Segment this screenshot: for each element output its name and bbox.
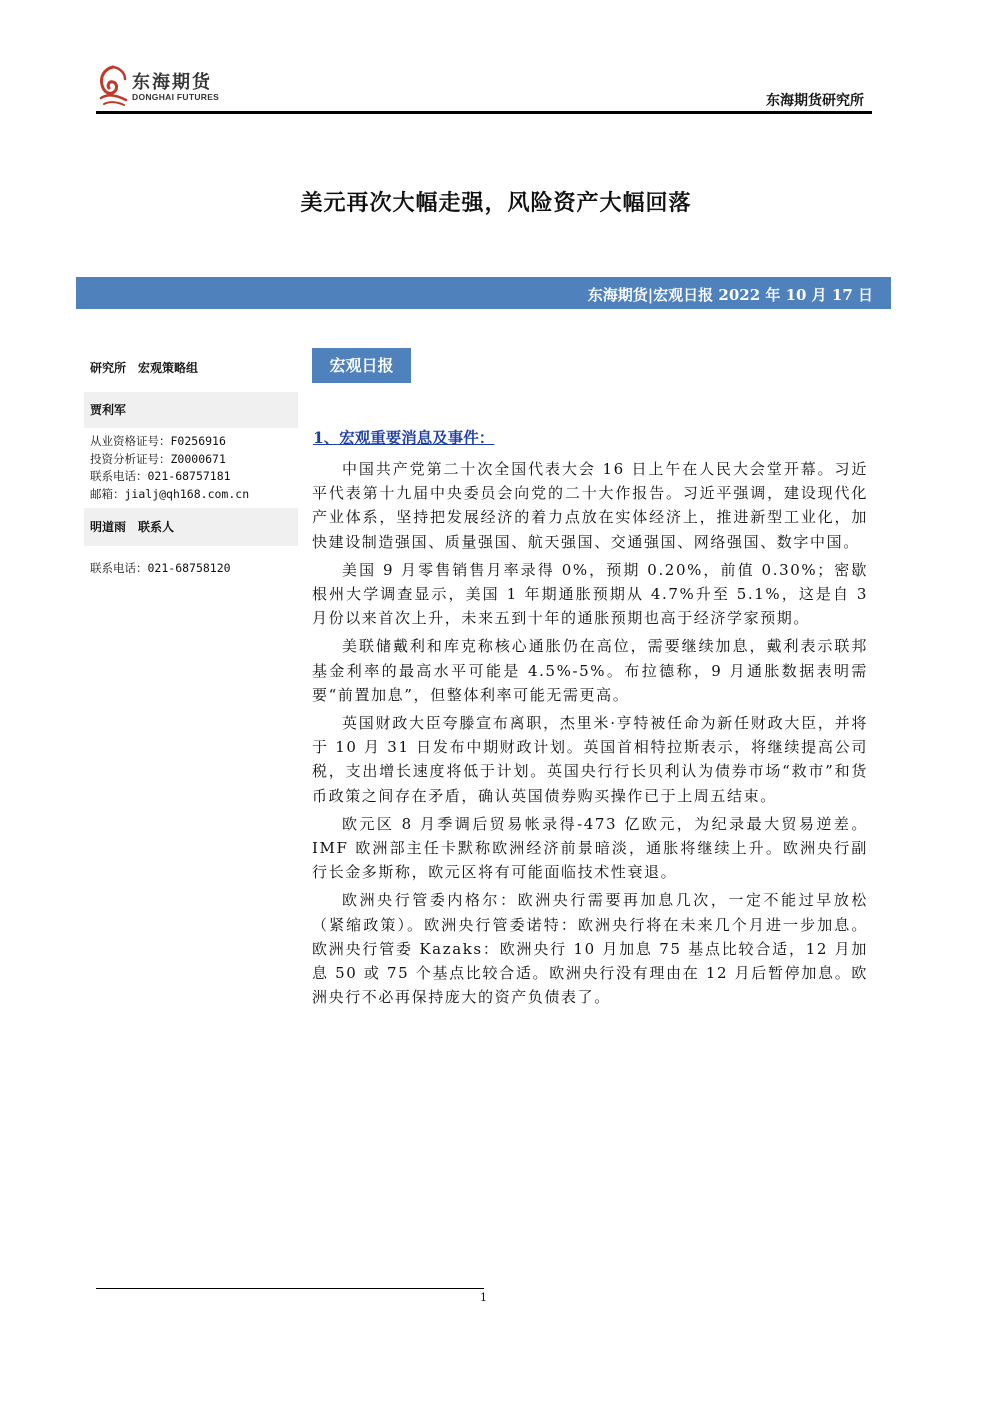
section-tag: 宏观日报 (312, 348, 411, 383)
contact-phone: 联系电话：021-68758120 (90, 561, 231, 575)
logo-chinese-text: 东海期货 (132, 72, 212, 93)
paragraph: 英国财政大臣夸滕宣布离职，杰里米·亨特被任命为新任财政大臣，并将于 10 月 31 日发布中期财政计划。英国首相特拉斯表示，将继续提高公司税，支出增长速度将低于计划。英国央行行长贝利认为债券市场“救市”和货币政策之间存在矛盾，确认英国债券购买操作已于上周五结束。 (312, 714, 868, 805)
paragraph: 美国 9 月零售销售月率录得 0%，预期 0.20%，前值 0.30%；密歇根州大学调查显示，美国 1 年期通胀预期从 4.7%升至 5.1%，这是自 3 月份以来首次上升，未来五到十年的通胀预期也高于经济学家预期。 (312, 560, 868, 628)
report-banner (76, 277, 891, 309)
company-logo (96, 64, 236, 110)
analyst-name: 贾利军 (90, 403, 127, 417)
footer-rule (96, 1288, 484, 1289)
analyst-phone: 联系电话：021-68757181 (90, 469, 231, 483)
author-sidebar (84, 350, 298, 578)
paragraph: 欧洲央行管委内格尔：欧洲央行需要再加息几次，一定不能过早放松（紧缩政策）。欧洲央行管委诺特：欧洲央行将在未来几个月进一步加息。欧洲央行管委 Kazaks：欧洲央行 10 月加息 75 基点比较合适，12 月加息 50 或 75 个基点比较合适。欧洲央行没有理由在 12 月后暂停加息。欧洲央行不必再保持庞大的资产负债表了。 (312, 891, 868, 1007)
report-body (312, 457, 868, 1013)
analyst-license-qualification: 从业资格证号：F0256916 (90, 434, 226, 448)
institute-name: 东海期货研究所 (766, 93, 864, 109)
analyst-details (84, 428, 298, 508)
paragraph: 欧元区 8 月季调后贸易帐录得-473 亿欧元，为纪录最大贸易逆差。IMF 欧洲部主任卡默称欧洲经济前景暗淡，通胀将继续上升。欧洲央行副行长金多斯称，欧元区将有可能面临技术性衰退。 (312, 814, 868, 882)
banner-text: 东海期货|宏观日报 2022 年 10 月 17 日 (587, 286, 873, 304)
research-group-label: 研究所 宏观策略组 (90, 361, 199, 375)
contact-details (84, 546, 298, 578)
contact-name: 明道雨 联系人 (90, 520, 175, 534)
dragon-logo-icon (96, 64, 130, 108)
contact-name-row (84, 508, 298, 546)
paragraph: 美联储戴利和库克称核心通胀仍在高位，需要继续加息，戴利表示联邦基金利率的最高水平可能是 4.5%-5%。布拉德称，9 月通胀数据表明需要“前置加息”，但整体利率可能无需更高。 (312, 637, 868, 704)
page-number: 1 (480, 1291, 487, 1304)
analyst-name-row (84, 392, 298, 428)
sidebar-group (84, 350, 298, 386)
header-rule (96, 111, 872, 114)
logo-english-text: DONGHAI FUTURES (132, 92, 220, 102)
analyst-license-investment: 投资分析证号：Z0000671 (90, 451, 226, 466)
paragraph: 中国共产党第二十次全国代表大会 16 日上午在人民大会堂开幕。习近平代表第十九届中央委员会向党的二十大作报告。习近平强调，建设现代化产业体系，坚持把发展经济的着力点放在实体经济上，推进新型工业化，加快建设制造强国、质量强国、航天强国、交通强国、网络强国、数字中国。 (312, 460, 868, 551)
analyst-email[interactable]: 邮箱：jialj@qh168.com.cn (90, 486, 250, 501)
report-title: 美元再次大幅走强，风险资产大幅回落 (300, 190, 692, 216)
section-heading: 1、宏观重要消息及事件： (313, 428, 495, 447)
